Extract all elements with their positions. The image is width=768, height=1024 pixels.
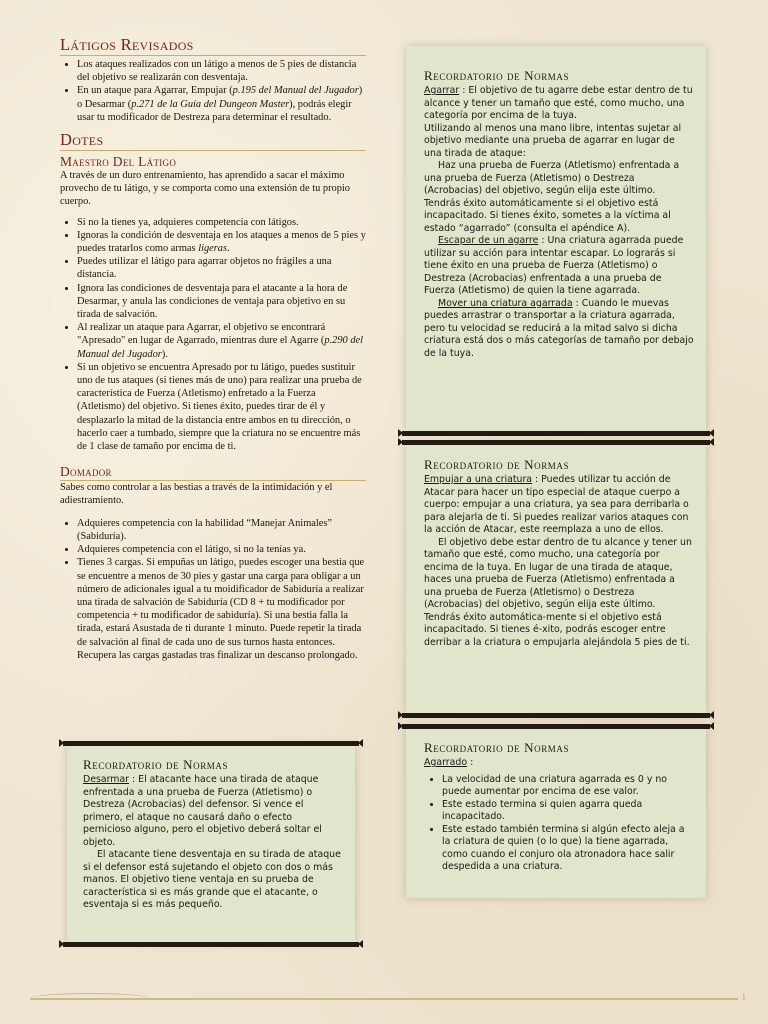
rules-agarrar-p3: Haz una prueba de Fuerza (Atletismo) enfrentada a una prueba de Fuerza (Atletismo) o Destreza (Acrobacias) del objetivo, según elija este último. Tendrás éxito automáticamente si el objetivo está incapacitado. Si tienes éxito, sometes a la víctima al estado “agarrado” (consulta el apéndice A).	[424, 160, 680, 234]
latigos-list	[60, 58, 366, 124]
list-item: • Tienes 3 cargas. Si empuñas un látigo, puedes escoger una bestia que se encuentre a menos de 30 pies y gastar una carga para obligar a un número de adicionales igual a tu moidificador de Sabiduría a realizar una tirada de salvación de Sabiduría (CD 8 + tu modificador por competencia + tu modificador de sabiduría). Si una bestia falla la tirada, estará Asustada de ti durante 1 minuto. Puede repetir la tirada de salvación al final de cada uno de sus turnos hasta entonces. Recupera las cargas gastadas tras finalizar un descanso prolongado.	[77, 556, 366, 662]
rules-agarrar-p1: Agarrar : El objetivo de tu agarre debe estar dentro de tu alcance y tener un tamaño que esté, como mucho, una categoría por encima de la tuya.	[424, 85, 693, 121]
maestro-list	[60, 216, 366, 454]
rules-agarrado-list	[424, 774, 694, 874]
maestro-intro: A través de un duro entrenamiento, has aprendido a sacar el máximo provecho de tu látigo, y se comporta como una extensión de tu propio cuerpo.	[60, 170, 350, 208]
page-number: 1	[741, 992, 746, 1002]
rules-box-title: Recordatorio de Normas	[424, 740, 570, 755]
rules-agarrar-p4: Escapar de un agarre : Una criatura agarrada puede utilizar su acción para intentar escapar. Lo lograrás si tiene éxito en una prueba de Fuerza (Atletismo) o Destreza (Acrobacias) enfrentada a una prueba de Fuerza (Atletismo) de quien la tiene agarrada.	[424, 235, 684, 296]
rules-agarrar-p2: Utilizando al menos una mano libre, intentas sujetar al objetivo mediante una prueba de agarrar en lugar de una tirada de ataque:	[424, 122, 682, 159]
rules-empujar-p2: El objetivo debe estar dentro de tu alcance y tener un tamaño que esté, como mucho, una categoría por encima de la tuya. En lugar de una tirada de ataque, haces una prueba de Fuerza (Atletismo) enfrentada a una prueba de Fuerza (Atletismo) o Destreza (Acrobacias) del objetivo, según elija este último. Tendrás éxito automática-mente si el objetivo está incapacitado. Si tienes é-xito, podrás escoger entre derribar a la criatura o empujarla alejándola 5 pies de ti.	[424, 536, 692, 648]
section-heading-latigos: Látigos Revisados	[60, 36, 366, 56]
list-item: • Adquieres competencia con la habilidad “Manejar Animales” (Sabiduría).	[77, 517, 366, 543]
list-item: • Este estado termina si quien agarra queda incapacitado.	[442, 799, 694, 824]
rules-box-title: Recordatorio de Normas	[83, 757, 229, 772]
list-item: • Ignora las condiciones de desventaja para el atacante a la hora de Desarmar, y anula las condiciones de ventaja para objetivo en su tirada de salvación.	[77, 282, 366, 322]
list-item: • Los ataques realizados con un látigo a menos de 5 pies de distancia del objetivo se realizarán con desventaja.	[77, 58, 366, 84]
list-item: • Ignoras la condición de desventaja en los ataques a menos de 5 pies y puedes tratarlos como armas ligeras.	[77, 229, 366, 255]
rules-box-agarrado	[406, 728, 706, 898]
rules-desarmar-p2: El atacante tiene desventaja en su tirada de ataque si el defensor está sujetando el objeto con dos o más manos. El objetivo tiene ventaja en su prueba de característica si es más grande que el atacante, o esventaja si es más pequeño.	[83, 849, 341, 910]
list-item: • Adquieres competencia con el látigo, si no la tenías ya.	[77, 543, 366, 556]
list-item: • Si no la tienes ya, adquieres competencia con látigos.	[77, 216, 366, 229]
list-item: • Puedes utilizar el látigo para agarrar objetos no frágiles a una distancia.	[77, 255, 366, 281]
list-item: • Al realizar un ataque para Agarrar, el objetivo se encontrará "Apresado" en lugar de Agarrado, mientras dure el Agarre (p.290 del Manual del Jugador).	[77, 321, 366, 361]
subheading-maestro: Maestro Del Látigo	[60, 154, 177, 170]
subheading-domador: Domador	[60, 465, 366, 481]
rules-empujar-p1: Empujar a una criatura : Puedes utilizar tu acción de Atacar para hacer un tipo especial de ataque cuerpo a cuerpo: empujar a una criatura, ya sea para derribarla o para alejarla de ti. Si puedes realizar varios ataques con la acción de Atacar, este reemplaza a uno de ellos.	[424, 474, 689, 535]
rules-agarrar-p5: Mover una criatura agarrada : Cuando le muevas puedes arrastrar o transportar a la criatura agarrada, pero tu velocidad se reducirá a la mitad salvo si dicha criatura está dos o más categorías de tamaño por debajo de la tuya.	[424, 297, 694, 359]
left-column	[60, 36, 366, 662]
footer-ornament	[30, 998, 738, 1000]
rules-desarmar-p1: Desarmar : El atacante hace una tirada de ataque enfrentada a una prueba de Fuerza (Atletismo) o Destreza (Acrobacias) del defensor. Si vence el primero, el ataque no causará daño o efecto pernicioso alguno, pero el objetivo deberá soltar el objeto.	[83, 774, 322, 848]
rules-agarrado-label: Agarrado :	[424, 757, 474, 768]
domador-intro: Sabes como controlar a las bestias a través de la intimidación y el adiestramiento.	[60, 482, 333, 507]
list-item: • Este estado también termina si algún efecto aleja a la criatura de quien (o lo que) la tiene agarrada, como cuando el conjuro ola atronadora hace salir despedida a una criatura.	[442, 824, 694, 874]
rules-box-empujar	[406, 444, 706, 714]
list-item: • Si un objetivo se encuentra Apresado por tu látigo, puedes sustituir uno de tus ataques (si tienes más de uno) para realizar una prueba de característica de Fuerza (Atletismo) enfretado a la Fuerza (Atletismo) del objetivo. Si tienes éxito, puedes tirar de él y desplazarlo la mitad de la distancia entre ambos en tu dirección, o hacerlo caer a tumbado, siempre que la criatura no se encuentre más de 1 clase de tamaño por encima de ti.	[77, 361, 366, 453]
section-heading-dotes: Dotes	[60, 131, 366, 151]
rules-box-title: Recordatorio de Normas	[424, 457, 570, 472]
rules-box-desarmar	[67, 745, 355, 943]
list-item: • La velocidad de una criatura agarrada es 0 y no puede aumentar por encima de ese valor.	[442, 774, 694, 799]
list-item: • En un ataque para Agarrar, Empujar (p.195 del Manual del Jugador) o Desarmar (p.271 de la Guía del Dungeon Master), podrás elegir usar tu modificador de Destreza para determinar el resultado.	[77, 84, 366, 124]
rules-box-agarrar	[406, 46, 706, 432]
domador-list	[60, 517, 366, 662]
rules-box-title: Recordatorio de Normas	[424, 68, 570, 83]
